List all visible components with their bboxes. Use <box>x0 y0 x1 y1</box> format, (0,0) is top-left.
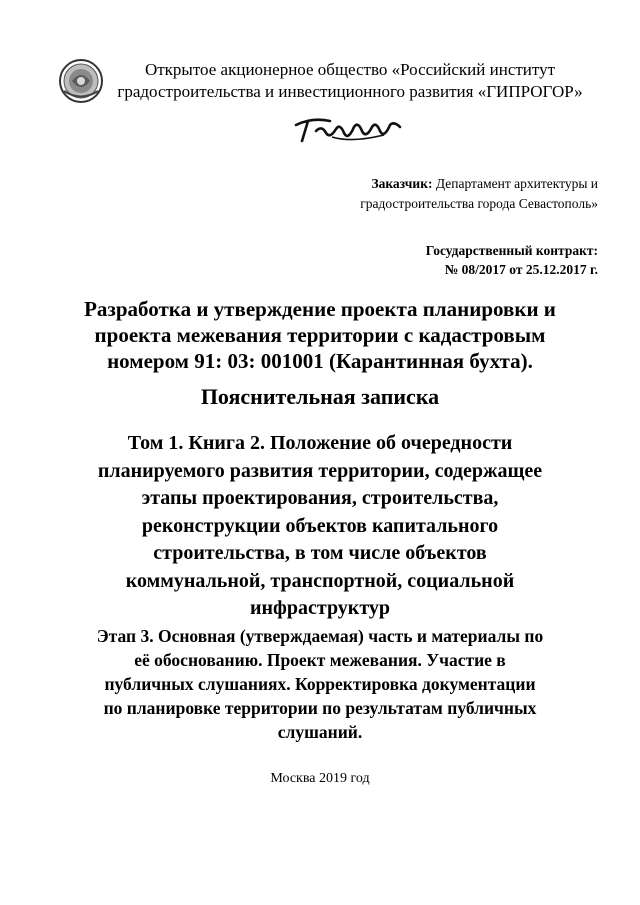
place-and-year: Москва 2019 год <box>270 771 370 786</box>
title-line: проекта межевания территории с кадастровым <box>94 323 546 347</box>
volume-line: строительства, в том числе объектов <box>153 542 487 564</box>
stage-description <box>60 624 580 744</box>
institute-seal-icon <box>58 58 104 104</box>
contract-line-1: Государственный контракт: <box>425 243 598 258</box>
customer-line-1 <box>278 174 598 194</box>
customer-block <box>278 174 598 214</box>
volume-line: реконструкции объектов капитального <box>141 514 499 537</box>
customer-line-2: градостроительства города Севастополь» <box>360 196 598 211</box>
volume-line: инфраструктур <box>249 597 391 619</box>
title-line: Разработка и утверждение проекта планировки и <box>84 297 556 321</box>
document-subtitle: Пояснительная записка <box>200 384 440 409</box>
stage-line: Этап 3. Основная (утверждаемая) часть и материалы по <box>96 626 544 646</box>
document-title <box>60 296 580 374</box>
title-line: номером 91: 03: 001001 (Карантинная бухта). <box>107 349 533 373</box>
handwritten-signature-icon <box>292 113 404 147</box>
stage-line: по планировке территории по результатам публичных <box>103 698 537 718</box>
contract-block <box>278 241 598 279</box>
stage-line: публичных слушаниях. Корректировка документации <box>104 674 536 694</box>
contract-line-2: № 08/2017 от 25.12.2017 г. <box>444 262 598 277</box>
volume-line: Том 1. Книга 2. Положение об очередности <box>127 432 513 454</box>
volume-line: планируемого развития территории, содержащее <box>97 459 543 482</box>
volume-line: этапы проектирования, строительства, <box>141 487 499 509</box>
organization-line-1: Открытое акционерное общество «Российский институт <box>144 60 556 79</box>
customer-label: Заказчик: <box>371 176 433 191</box>
stage-line: слушаний. <box>277 722 363 742</box>
stage-line: её обоснованию. Проект межевания. Участие в <box>134 650 506 670</box>
volume-description <box>60 430 580 623</box>
customer-value-1: Департамент архитектуры и <box>432 176 598 191</box>
volume-line: коммунальной, транспортной, социальной <box>125 569 515 592</box>
organization-line-2: градостроительства и инвестиционного развития «ГИПРОГОР» <box>117 82 583 101</box>
organization-name <box>100 59 600 103</box>
